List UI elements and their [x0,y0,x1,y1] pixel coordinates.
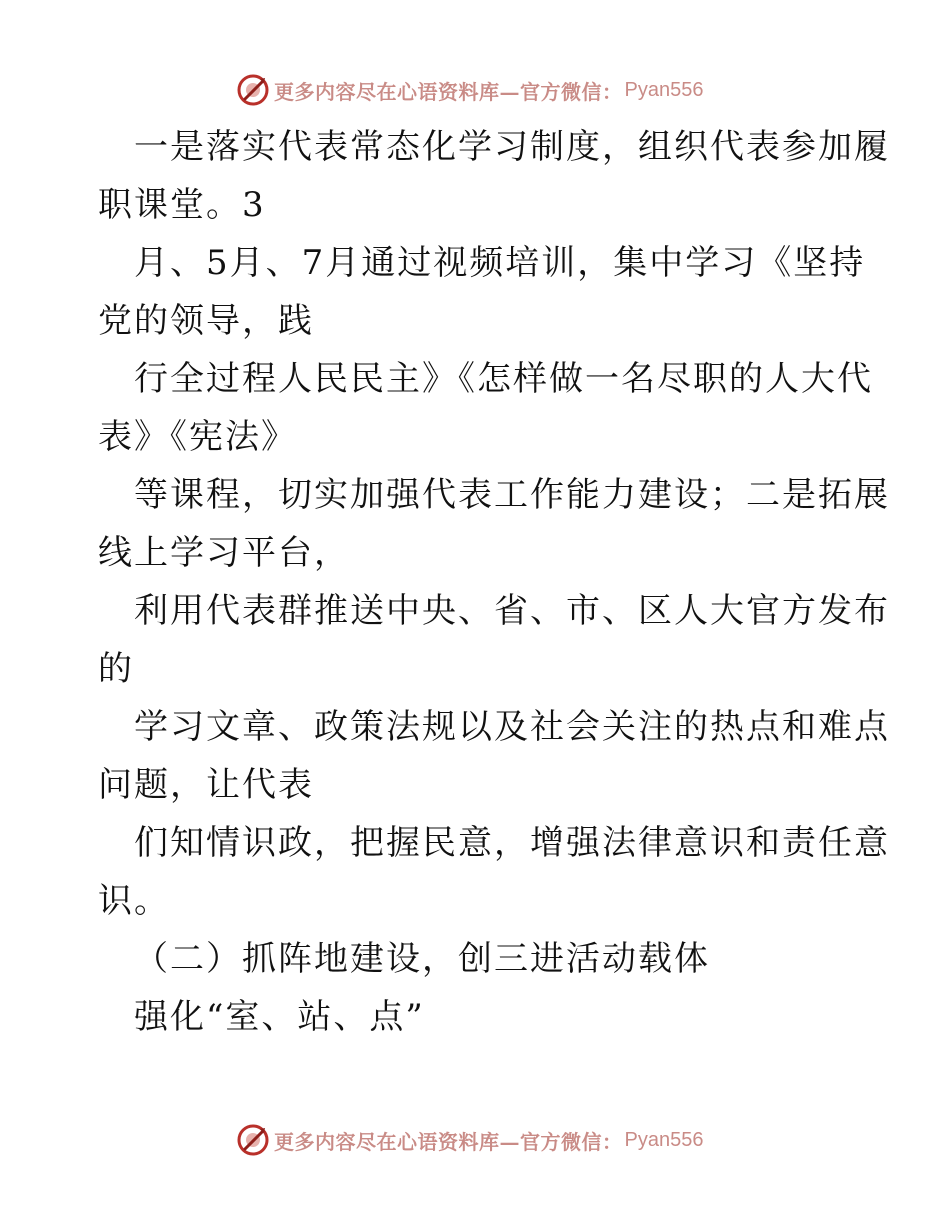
paragraph-line: 强化“室、站、点” [134,997,425,1037]
section-heading: （二）抓阵地建设，创三进活动载体 [134,939,710,979]
paragraph-line: 线上学习平台， [98,533,350,573]
watermark-text: 更多内容尽在心语资料库—官方微信： [274,1129,623,1154]
paragraph-line: 问题，让代表 [98,765,314,805]
paragraph-line: 月、5月、7月通过视频培训，集中学习《坚持 [134,243,866,283]
paragraph-line: 职课堂。3 [98,185,266,225]
paragraph-line: 利用代表群推送中央、省、市、区人大官方发布 [134,591,890,631]
paragraph-line: 学习文章、政策法规以及社会关注的热点和难点 [134,707,890,747]
footer-watermark [236,1122,703,1158]
paragraph-line: 行全过程人民民主》《怎样做一名尽职的人大代 [134,359,873,399]
watermark-handle: Pyan556 [624,1128,704,1151]
paragraph-line: 们知情识政，把握民意，增强法律意识和责任意 [134,823,890,863]
paragraph-line: 表》《宪法》 [98,417,297,457]
watermark-logo-icon [236,1123,270,1157]
paragraph-line: 等课程，切实加强代表工作能力建设；二是拓展 [134,475,890,515]
watermark-handle: Pyan556 [624,78,704,101]
paragraph-line: 党的领导，践 [98,301,314,341]
paragraph-line: 的 [98,649,134,689]
watermark-text: 更多内容尽在心语资料库—官方微信： [274,79,623,104]
paragraph-line: 一是落实代表常态化学习制度，组织代表参加履 [134,127,890,167]
paragraph-line: 识。 [98,881,170,921]
